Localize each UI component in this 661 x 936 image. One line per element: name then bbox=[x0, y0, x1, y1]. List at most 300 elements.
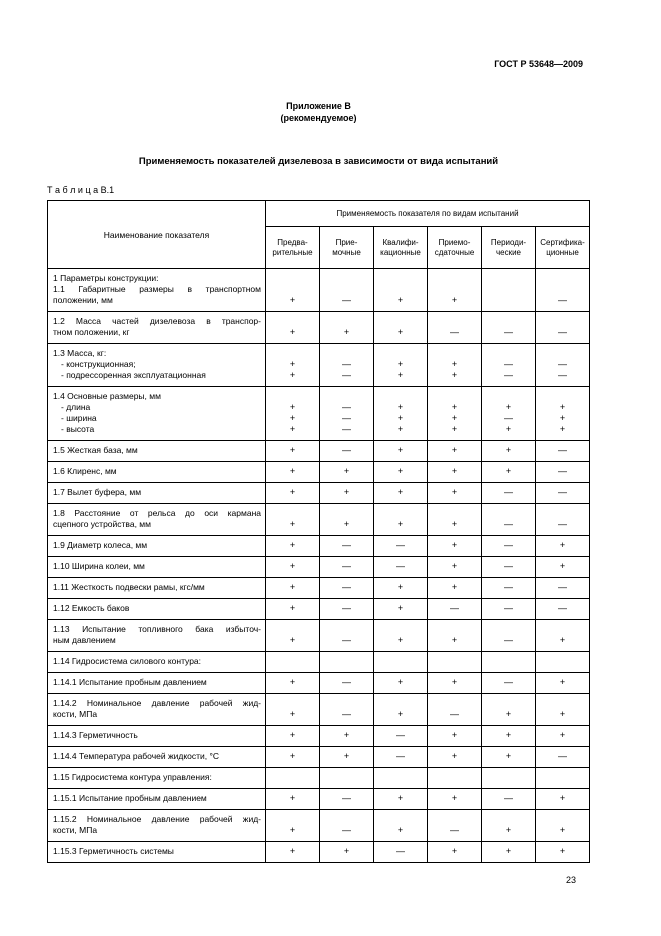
table-row bbox=[48, 652, 590, 673]
value-cell bbox=[374, 557, 428, 578]
table-row bbox=[48, 747, 590, 768]
indicator-name-cell bbox=[48, 312, 266, 344]
value-cell bbox=[536, 747, 590, 768]
value-mark: + bbox=[289, 295, 296, 305]
indicator-name-cell bbox=[48, 557, 266, 578]
value-mark: + bbox=[451, 635, 458, 645]
indicator-name-cell bbox=[48, 483, 266, 504]
indicator-name-line: 1.9 Диаметр колеса, мм bbox=[53, 540, 148, 550]
value-mark: — bbox=[504, 370, 513, 380]
indicator-name-cell bbox=[48, 462, 266, 483]
value-cell bbox=[266, 387, 320, 441]
value-mark: + bbox=[559, 561, 566, 571]
value-cell bbox=[266, 789, 320, 810]
value-cell bbox=[428, 620, 482, 652]
value-mark: + bbox=[451, 846, 458, 856]
indicator-name-line: 1.14 Гидросистема силового контура: bbox=[53, 656, 202, 666]
value-cell bbox=[482, 726, 536, 747]
appendix-heading bbox=[47, 100, 590, 124]
value-mark: + bbox=[451, 582, 458, 592]
indicator-name-line: 1.8 Расстояние от рельса до оси кармана bbox=[53, 508, 261, 518]
value-cell bbox=[320, 387, 374, 441]
appendix-type: (рекомендуемое) bbox=[280, 113, 357, 123]
indicator-name-line: тном положении, кг bbox=[53, 327, 130, 337]
doc-number: ГОСТ Р 53648—2009 bbox=[494, 59, 583, 69]
value-mark: — bbox=[450, 825, 459, 835]
name-column-header: Наименование показателя bbox=[48, 201, 266, 269]
value-mark: + bbox=[397, 413, 404, 423]
value-cell bbox=[320, 462, 374, 483]
value-mark: — bbox=[558, 327, 568, 337]
value-cell bbox=[266, 747, 320, 768]
value-mark: + bbox=[289, 677, 296, 687]
value-cell bbox=[374, 768, 428, 789]
value-mark: — bbox=[558, 519, 568, 529]
group-header: Применяемость показателя по видам испытаний bbox=[266, 201, 590, 227]
table-row bbox=[48, 557, 590, 578]
value-cell bbox=[266, 344, 320, 387]
value-cell bbox=[482, 673, 536, 694]
column-header bbox=[266, 227, 320, 269]
value-cell bbox=[482, 810, 536, 842]
value-mark: + bbox=[451, 359, 458, 369]
value-cell bbox=[536, 344, 590, 387]
value-cell bbox=[374, 747, 428, 768]
value-cell bbox=[266, 269, 320, 312]
indicator-name-line: ным давлением bbox=[53, 635, 116, 645]
indicator-name-line: кости, МПа bbox=[53, 709, 98, 719]
value-mark: — bbox=[450, 603, 459, 613]
value-cell bbox=[482, 842, 536, 863]
value-mark: — bbox=[342, 561, 351, 571]
indicator-name-line: 1.12 Емкость баков bbox=[53, 603, 130, 613]
value-mark: + bbox=[289, 519, 296, 529]
value-mark: + bbox=[289, 466, 296, 476]
column-header-line: Приемо- bbox=[438, 237, 471, 247]
indicator-name-line: положении, мм bbox=[53, 295, 113, 305]
value-cell bbox=[320, 810, 374, 842]
value-cell bbox=[536, 536, 590, 557]
indicator-name-cell bbox=[48, 768, 266, 789]
value-mark: — bbox=[342, 370, 351, 380]
value-cell bbox=[320, 768, 374, 789]
value-cell bbox=[320, 652, 374, 673]
value-mark bbox=[484, 295, 533, 306]
value-mark: + bbox=[397, 295, 404, 305]
indicator-name-line: - подрессоренная эксплуатационная bbox=[61, 370, 206, 380]
value-cell bbox=[428, 768, 482, 789]
value-mark: — bbox=[396, 730, 405, 740]
value-mark: + bbox=[451, 413, 458, 423]
indicator-name-line: 1.14.1 Испытание пробным давлением bbox=[53, 677, 207, 687]
indicator-name-line: 1.11 Жесткость подвески рамы, кгс/мм bbox=[53, 582, 205, 592]
indicator-name-line: 1.5 Жесткая база, мм bbox=[53, 445, 138, 455]
indicator-name-line: 1.15 Гидросистема контура управления: bbox=[53, 772, 212, 782]
value-mark: + bbox=[289, 751, 296, 761]
value-mark: + bbox=[505, 846, 512, 856]
value-cell bbox=[482, 483, 536, 504]
value-mark: — bbox=[342, 413, 351, 423]
value-cell bbox=[266, 652, 320, 673]
column-header-line: сдаточные bbox=[434, 247, 475, 257]
value-cell bbox=[320, 726, 374, 747]
value-cell bbox=[320, 269, 374, 312]
value-cell bbox=[428, 536, 482, 557]
indicator-name-line: - ширина bbox=[61, 413, 97, 423]
value-cell bbox=[428, 441, 482, 462]
value-mark: + bbox=[397, 793, 404, 803]
value-cell bbox=[320, 789, 374, 810]
value-mark: — bbox=[342, 295, 351, 305]
column-header-line: Квалифи- bbox=[382, 237, 419, 247]
value-mark: — bbox=[396, 540, 405, 550]
value-cell bbox=[320, 344, 374, 387]
column-header-line: ционные bbox=[546, 247, 579, 257]
value-mark: — bbox=[504, 603, 513, 613]
value-cell bbox=[428, 673, 482, 694]
column-header bbox=[374, 227, 428, 269]
page-number: 23 bbox=[565, 875, 576, 885]
value-cell bbox=[320, 599, 374, 620]
value-mark: + bbox=[397, 635, 404, 645]
value-mark: + bbox=[397, 402, 404, 412]
value-mark: + bbox=[289, 825, 296, 835]
value-mark: — bbox=[342, 825, 351, 835]
value-cell bbox=[482, 441, 536, 462]
value-mark: + bbox=[559, 730, 566, 740]
indicator-name-cell bbox=[48, 441, 266, 462]
value-mark: — bbox=[342, 359, 351, 369]
value-mark: — bbox=[342, 709, 351, 719]
value-cell bbox=[374, 269, 428, 312]
value-cell bbox=[536, 694, 590, 726]
column-header-line: ческие bbox=[495, 247, 522, 257]
value-cell bbox=[536, 726, 590, 747]
value-mark: + bbox=[289, 327, 296, 337]
value-cell bbox=[266, 312, 320, 344]
indicator-name-cell bbox=[48, 810, 266, 842]
indicator-name-line: 1.14.4 Температура рабочей жидкости, °С bbox=[53, 751, 220, 761]
column-header-line: рительные bbox=[272, 247, 313, 257]
value-cell bbox=[482, 387, 536, 441]
value-cell bbox=[320, 673, 374, 694]
indicator-name-line: 1.14.3 Герметичность bbox=[53, 730, 138, 740]
table-row bbox=[48, 578, 590, 599]
value-cell bbox=[482, 344, 536, 387]
column-header-line: Сертифика- bbox=[540, 237, 585, 247]
value-mark: + bbox=[343, 846, 350, 856]
value-mark: — bbox=[342, 402, 351, 412]
value-mark: + bbox=[559, 635, 566, 645]
value-cell bbox=[266, 578, 320, 599]
value-cell bbox=[428, 557, 482, 578]
value-mark: — bbox=[504, 413, 513, 423]
value-mark: — bbox=[558, 445, 568, 455]
indicator-name-cell bbox=[48, 620, 266, 652]
table-caption: Т а б л и ц а В.1 bbox=[47, 185, 115, 195]
indicator-name-cell bbox=[48, 652, 266, 673]
value-cell bbox=[320, 536, 374, 557]
value-mark: — bbox=[558, 751, 568, 761]
value-mark: — bbox=[342, 424, 351, 434]
value-mark: + bbox=[397, 327, 404, 337]
value-cell bbox=[320, 694, 374, 726]
indicator-name-cell bbox=[48, 789, 266, 810]
value-cell bbox=[428, 747, 482, 768]
indicator-name-cell bbox=[48, 578, 266, 599]
value-cell bbox=[266, 726, 320, 747]
value-mark: — bbox=[504, 359, 513, 369]
value-cell bbox=[536, 842, 590, 863]
column-header-line: кационные bbox=[380, 247, 421, 257]
value-cell bbox=[374, 344, 428, 387]
value-cell bbox=[428, 789, 482, 810]
value-cell bbox=[374, 312, 428, 344]
value-cell bbox=[536, 483, 590, 504]
appendix-name: Приложение В bbox=[286, 101, 351, 111]
value-mark: + bbox=[559, 846, 566, 856]
value-mark: + bbox=[397, 466, 404, 476]
column-header bbox=[482, 227, 536, 269]
value-cell bbox=[428, 652, 482, 673]
value-cell bbox=[266, 462, 320, 483]
value-cell bbox=[266, 536, 320, 557]
table-row bbox=[48, 842, 590, 863]
table-row bbox=[48, 810, 590, 842]
value-cell bbox=[266, 557, 320, 578]
value-mark: + bbox=[397, 709, 404, 719]
table-row bbox=[48, 620, 590, 652]
indicator-name-line: 1.3 Масса, кг: bbox=[53, 348, 107, 358]
value-cell bbox=[374, 652, 428, 673]
value-cell bbox=[428, 483, 482, 504]
column-header bbox=[320, 227, 374, 269]
value-mark: + bbox=[559, 540, 566, 550]
value-cell bbox=[428, 810, 482, 842]
indicator-name-cell bbox=[48, 673, 266, 694]
value-mark: + bbox=[289, 370, 296, 380]
indicator-name-cell bbox=[48, 599, 266, 620]
value-cell bbox=[428, 312, 482, 344]
indicator-name-cell bbox=[48, 842, 266, 863]
indicator-name-line: - длина bbox=[61, 402, 91, 412]
value-cell bbox=[428, 462, 482, 483]
value-mark: — bbox=[450, 709, 459, 719]
value-cell bbox=[536, 462, 590, 483]
value-mark: + bbox=[397, 825, 404, 835]
table-row bbox=[48, 726, 590, 747]
value-mark: + bbox=[451, 445, 458, 455]
value-mark: — bbox=[558, 603, 568, 613]
value-mark: + bbox=[505, 751, 512, 761]
value-mark: + bbox=[343, 487, 350, 497]
indicator-name-cell bbox=[48, 504, 266, 536]
value-cell bbox=[266, 842, 320, 863]
value-cell bbox=[266, 768, 320, 789]
value-mark: + bbox=[451, 295, 458, 305]
value-mark: + bbox=[343, 466, 350, 476]
value-mark: + bbox=[289, 730, 296, 740]
applicability-table bbox=[47, 200, 590, 863]
value-mark: + bbox=[397, 359, 404, 369]
value-cell bbox=[266, 441, 320, 462]
table-row bbox=[48, 269, 590, 312]
value-cell bbox=[482, 789, 536, 810]
indicator-name-line: 1.4 Основные размеры, мм bbox=[53, 391, 161, 401]
value-mark: + bbox=[451, 519, 458, 529]
value-mark: + bbox=[451, 370, 458, 380]
value-mark: + bbox=[559, 709, 566, 719]
value-cell bbox=[428, 694, 482, 726]
value-cell bbox=[266, 694, 320, 726]
indicator-name-line: 1.13 Испытание топливного бака избыточ- bbox=[53, 624, 261, 634]
value-mark: + bbox=[289, 846, 296, 856]
group-header-row bbox=[48, 201, 590, 227]
value-cell bbox=[482, 620, 536, 652]
value-cell bbox=[374, 504, 428, 536]
indicator-name-line: 1.15.1 Испытание пробным давлением bbox=[53, 793, 207, 803]
value-mark: + bbox=[505, 730, 512, 740]
value-mark: — bbox=[504, 540, 513, 550]
value-cell bbox=[266, 599, 320, 620]
value-mark: — bbox=[504, 327, 513, 337]
value-cell bbox=[428, 269, 482, 312]
table-row bbox=[48, 504, 590, 536]
value-cell bbox=[536, 269, 590, 312]
value-mark: + bbox=[451, 402, 458, 412]
value-mark: + bbox=[289, 402, 296, 412]
column-header bbox=[428, 227, 482, 269]
table-body bbox=[48, 269, 590, 863]
indicator-name-line: 1.2 Масса частей дизелевоза в транспор- bbox=[53, 316, 261, 326]
value-mark: — bbox=[342, 603, 351, 613]
indicator-name-line: 1.1 Габаритные размеры в транспортном bbox=[53, 284, 261, 294]
value-mark: — bbox=[396, 751, 405, 761]
value-cell bbox=[374, 599, 428, 620]
value-mark: + bbox=[289, 603, 296, 613]
value-cell bbox=[536, 557, 590, 578]
indicator-name-cell bbox=[48, 694, 266, 726]
value-cell bbox=[482, 312, 536, 344]
value-mark: — bbox=[504, 677, 513, 687]
value-mark: + bbox=[559, 677, 566, 687]
value-cell bbox=[374, 810, 428, 842]
value-cell bbox=[320, 578, 374, 599]
value-mark: + bbox=[289, 561, 296, 571]
value-cell bbox=[266, 483, 320, 504]
value-cell bbox=[536, 620, 590, 652]
value-mark: + bbox=[397, 582, 404, 592]
value-mark: + bbox=[289, 487, 296, 497]
value-cell bbox=[536, 441, 590, 462]
value-cell bbox=[536, 810, 590, 842]
value-cell bbox=[266, 620, 320, 652]
value-cell bbox=[482, 768, 536, 789]
table-row bbox=[48, 694, 590, 726]
value-mark: — bbox=[504, 519, 513, 529]
value-mark: + bbox=[343, 730, 350, 740]
value-mark: — bbox=[504, 793, 513, 803]
value-mark: — bbox=[342, 445, 351, 455]
value-mark: + bbox=[289, 793, 296, 803]
value-cell bbox=[266, 810, 320, 842]
value-mark: — bbox=[558, 370, 568, 380]
value-cell bbox=[266, 504, 320, 536]
value-cell bbox=[536, 387, 590, 441]
value-mark: + bbox=[559, 793, 566, 803]
value-mark: — bbox=[450, 327, 459, 337]
value-mark: + bbox=[289, 413, 296, 423]
value-mark: — bbox=[342, 635, 351, 645]
value-mark: — bbox=[504, 635, 513, 645]
table-row bbox=[48, 462, 590, 483]
table-row bbox=[48, 789, 590, 810]
indicator-name-line: кости, МПа bbox=[53, 825, 98, 835]
value-mark: + bbox=[397, 424, 404, 434]
indicator-name-cell bbox=[48, 387, 266, 441]
value-cell bbox=[320, 842, 374, 863]
value-cell bbox=[536, 578, 590, 599]
value-cell bbox=[374, 462, 428, 483]
table-row bbox=[48, 599, 590, 620]
value-cell bbox=[428, 504, 482, 536]
value-cell bbox=[374, 694, 428, 726]
indicator-name-line: 1 Параметры конструкции: bbox=[53, 273, 159, 283]
page-title: Применяемость показателей дизелевоза в зависимости от вида испытаний bbox=[138, 156, 499, 167]
value-mark: + bbox=[451, 424, 458, 434]
value-cell bbox=[320, 441, 374, 462]
value-mark: + bbox=[505, 825, 512, 835]
value-mark: + bbox=[343, 519, 350, 529]
indicator-name-line: 1.7 Вылет буфера, мм bbox=[53, 487, 142, 497]
value-cell bbox=[536, 599, 590, 620]
value-mark: + bbox=[289, 445, 296, 455]
value-cell bbox=[374, 483, 428, 504]
value-cell bbox=[482, 578, 536, 599]
value-cell bbox=[320, 483, 374, 504]
value-cell bbox=[482, 747, 536, 768]
value-mark: + bbox=[289, 582, 296, 592]
value-cell bbox=[482, 536, 536, 557]
value-cell bbox=[428, 344, 482, 387]
value-cell bbox=[266, 673, 320, 694]
value-mark: + bbox=[289, 359, 296, 369]
column-header-line: Предва- bbox=[277, 237, 308, 247]
column-header bbox=[536, 227, 590, 269]
value-mark: + bbox=[505, 402, 512, 412]
value-mark: + bbox=[397, 677, 404, 687]
column-header-line: Периоди- bbox=[490, 237, 527, 247]
value-mark: — bbox=[342, 793, 351, 803]
indicator-name-line: - конструкционная; bbox=[61, 359, 136, 369]
value-mark: — bbox=[342, 582, 351, 592]
value-cell bbox=[428, 726, 482, 747]
value-cell bbox=[374, 578, 428, 599]
indicator-name-line: - высота bbox=[61, 424, 95, 434]
indicator-name-cell bbox=[48, 269, 266, 312]
indicator-name-line: 1.10 Ширина колеи, мм bbox=[53, 561, 145, 571]
value-cell bbox=[482, 557, 536, 578]
value-cell bbox=[428, 578, 482, 599]
value-mark: — bbox=[558, 466, 568, 476]
value-mark: + bbox=[559, 413, 566, 423]
value-cell bbox=[536, 768, 590, 789]
value-cell bbox=[428, 387, 482, 441]
table-header bbox=[48, 201, 590, 269]
value-cell bbox=[320, 620, 374, 652]
value-mark: — bbox=[558, 582, 568, 592]
value-mark: — bbox=[342, 677, 351, 687]
